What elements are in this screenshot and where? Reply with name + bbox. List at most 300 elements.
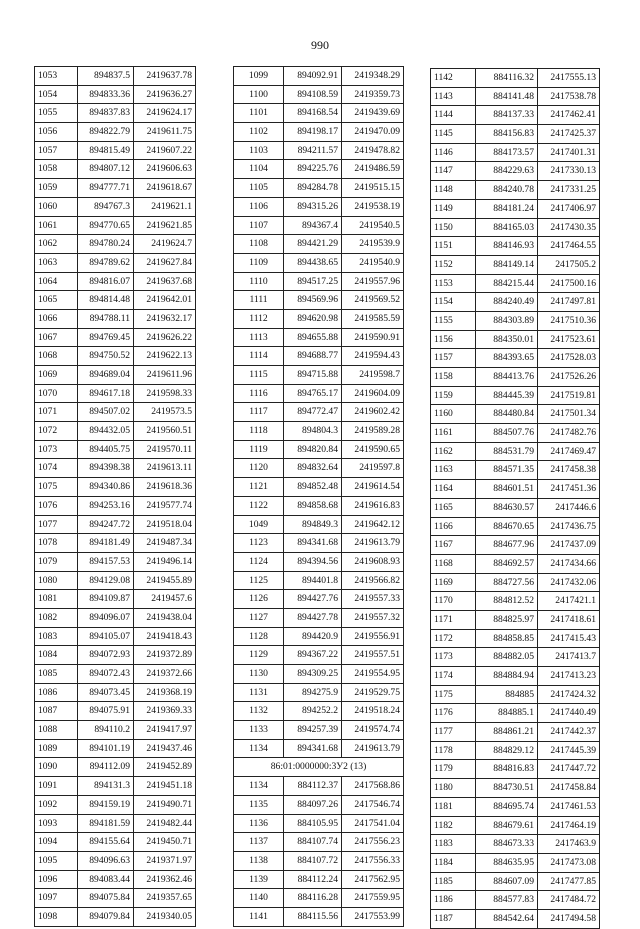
table-row bbox=[35, 309, 196, 328]
table-row bbox=[234, 459, 404, 478]
table-row bbox=[431, 760, 600, 779]
x-coordinate-cell: 894804.3 bbox=[284, 422, 342, 441]
y-coordinate-cell: 2419455.89 bbox=[134, 571, 196, 590]
table-row bbox=[234, 646, 404, 665]
y-coordinate-cell: 2417432.06 bbox=[538, 573, 600, 592]
table-row bbox=[431, 704, 600, 723]
table-row bbox=[431, 181, 600, 200]
x-coordinate-cell: 884445.39 bbox=[476, 386, 538, 405]
point-number-cell: 1093 bbox=[35, 814, 78, 833]
x-coordinate-cell: 894341.68 bbox=[284, 739, 342, 758]
y-coordinate-cell: 2417421.1 bbox=[538, 592, 600, 611]
table-row bbox=[234, 907, 404, 926]
x-coordinate-cell: 884861.21 bbox=[476, 723, 538, 742]
y-coordinate-cell: 2417559.95 bbox=[342, 889, 404, 908]
x-coordinate-cell: 894767.3 bbox=[78, 197, 134, 216]
y-coordinate-cell: 2419614.54 bbox=[342, 478, 404, 497]
table-row bbox=[234, 197, 404, 216]
y-coordinate-cell: 2419590.65 bbox=[342, 440, 404, 459]
coordinates-table-left bbox=[34, 66, 196, 927]
point-number-cell: 1100 bbox=[234, 85, 284, 104]
point-number-cell: 1173 bbox=[431, 648, 476, 667]
x-coordinate-cell: 884240.78 bbox=[476, 181, 538, 200]
x-coordinate-cell: 884695.74 bbox=[476, 797, 538, 816]
table-row bbox=[431, 685, 600, 704]
y-coordinate-cell: 2419613.11 bbox=[134, 459, 196, 478]
y-coordinate-cell: 2419616.83 bbox=[342, 496, 404, 515]
point-number-cell: 1151 bbox=[431, 237, 476, 256]
x-coordinate-cell: 894284.78 bbox=[284, 179, 342, 198]
point-number-cell: 1152 bbox=[431, 255, 476, 274]
table-row bbox=[234, 534, 404, 553]
point-number-cell: 1138 bbox=[234, 851, 284, 870]
y-coordinate-cell: 2419486.59 bbox=[342, 160, 404, 179]
table-row bbox=[35, 571, 196, 590]
table-row bbox=[234, 758, 404, 777]
point-number-cell: 1090 bbox=[35, 758, 78, 777]
table-row bbox=[35, 160, 196, 179]
y-coordinate-cell: 2419557.51 bbox=[342, 646, 404, 665]
table-row bbox=[431, 909, 600, 928]
x-coordinate-cell: 884677.96 bbox=[476, 536, 538, 555]
y-coordinate-cell: 2419369.33 bbox=[134, 702, 196, 721]
y-coordinate-cell: 2419590.91 bbox=[342, 328, 404, 347]
y-coordinate-cell: 2417413.23 bbox=[538, 667, 600, 686]
table-row bbox=[35, 422, 196, 441]
x-coordinate-cell: 894849.3 bbox=[284, 515, 342, 534]
x-coordinate-cell: 894367.22 bbox=[284, 646, 342, 665]
y-coordinate-cell: 2419589.28 bbox=[342, 422, 404, 441]
y-coordinate-cell: 2419556.91 bbox=[342, 627, 404, 646]
table-row bbox=[234, 123, 404, 142]
y-coordinate-cell: 2419626.22 bbox=[134, 328, 196, 347]
point-number-cell: 1172 bbox=[431, 629, 476, 648]
y-coordinate-cell: 2419418.43 bbox=[134, 627, 196, 646]
point-number-cell: 1059 bbox=[35, 179, 78, 198]
x-coordinate-cell: 894341.68 bbox=[284, 534, 342, 553]
point-number-cell: 1087 bbox=[35, 702, 78, 721]
y-coordinate-cell: 2419598.7 bbox=[342, 366, 404, 385]
point-number-cell: 1180 bbox=[431, 779, 476, 798]
y-coordinate-cell: 2419557.96 bbox=[342, 272, 404, 291]
x-coordinate-cell: 894777.71 bbox=[78, 179, 134, 198]
x-coordinate-cell: 884146.93 bbox=[476, 237, 538, 256]
point-number-cell: 1132 bbox=[234, 702, 284, 721]
table-row bbox=[35, 253, 196, 272]
table-row bbox=[234, 272, 404, 291]
y-coordinate-cell: 2419357.65 bbox=[134, 889, 196, 908]
point-number-cell: 1159 bbox=[431, 386, 476, 405]
point-number-cell: 1106 bbox=[234, 197, 284, 216]
y-coordinate-cell: 2419359.73 bbox=[342, 85, 404, 104]
point-number-cell: 1119 bbox=[234, 440, 284, 459]
x-coordinate-cell: 894750.52 bbox=[78, 347, 134, 366]
table-row bbox=[431, 330, 600, 349]
y-coordinate-cell: 2419538.19 bbox=[342, 197, 404, 216]
point-number-cell: 1130 bbox=[234, 665, 284, 684]
table-row bbox=[431, 386, 600, 405]
point-number-cell: 1073 bbox=[35, 440, 78, 459]
y-coordinate-cell: 2419637.68 bbox=[134, 272, 196, 291]
table-row bbox=[431, 274, 600, 293]
point-number-cell: 1168 bbox=[431, 554, 476, 573]
table-row bbox=[35, 216, 196, 235]
table-row bbox=[431, 536, 600, 555]
y-coordinate-cell: 2419632.17 bbox=[134, 309, 196, 328]
x-coordinate-cell: 884097.26 bbox=[284, 795, 342, 814]
y-coordinate-cell: 2419515.15 bbox=[342, 179, 404, 198]
table-row bbox=[35, 590, 196, 609]
point-number-cell: 1095 bbox=[35, 851, 78, 870]
point-number-cell: 1131 bbox=[234, 683, 284, 702]
y-coordinate-cell: 2419585.59 bbox=[342, 309, 404, 328]
table-row bbox=[234, 814, 404, 833]
y-coordinate-cell: 2419417.97 bbox=[134, 721, 196, 740]
y-coordinate-cell: 2419608.93 bbox=[342, 552, 404, 571]
y-coordinate-cell: 2417451.36 bbox=[538, 480, 600, 499]
point-number-cell: 1112 bbox=[234, 309, 284, 328]
x-coordinate-cell: 884240.49 bbox=[476, 293, 538, 312]
y-coordinate-cell: 2419574.74 bbox=[342, 721, 404, 740]
table-row bbox=[431, 872, 600, 891]
y-coordinate-cell: 2417418.61 bbox=[538, 610, 600, 629]
y-coordinate-cell: 2417500.16 bbox=[538, 274, 600, 293]
x-coordinate-cell: 894832.64 bbox=[284, 459, 342, 478]
table-row bbox=[234, 590, 404, 609]
y-coordinate-cell: 2417528.03 bbox=[538, 349, 600, 368]
x-coordinate-cell: 884350.01 bbox=[476, 330, 538, 349]
table-row bbox=[35, 814, 196, 833]
point-number-cell: 1091 bbox=[35, 777, 78, 796]
point-number-cell: 1179 bbox=[431, 760, 476, 779]
table-row bbox=[431, 442, 600, 461]
point-number-cell: 1129 bbox=[234, 646, 284, 665]
y-coordinate-cell: 2417553.99 bbox=[342, 907, 404, 926]
y-coordinate-cell: 2417445.39 bbox=[538, 741, 600, 760]
x-coordinate-cell: 884601.51 bbox=[476, 480, 538, 499]
table-row bbox=[431, 648, 600, 667]
y-coordinate-cell: 2417434.66 bbox=[538, 554, 600, 573]
point-number-cell: 1153 bbox=[431, 274, 476, 293]
table-row bbox=[234, 683, 404, 702]
x-coordinate-cell: 884116.32 bbox=[476, 69, 538, 88]
point-number-cell: 1072 bbox=[35, 422, 78, 441]
y-coordinate-cell: 2419368.19 bbox=[134, 683, 196, 702]
point-number-cell: 1120 bbox=[234, 459, 284, 478]
point-number-cell: 1137 bbox=[234, 833, 284, 852]
y-coordinate-cell: 2419554.95 bbox=[342, 665, 404, 684]
point-number-cell: 1082 bbox=[35, 608, 78, 627]
y-coordinate-cell: 2417401.31 bbox=[538, 143, 600, 162]
y-coordinate-cell: 2417497.81 bbox=[538, 293, 600, 312]
point-number-cell: 1105 bbox=[234, 179, 284, 198]
y-coordinate-cell: 2419557.32 bbox=[342, 608, 404, 627]
y-coordinate-cell: 2417425.37 bbox=[538, 125, 600, 144]
x-coordinate-cell: 894309.25 bbox=[284, 665, 342, 684]
table-row bbox=[35, 123, 196, 142]
point-number-cell: 1094 bbox=[35, 833, 78, 852]
point-number-cell: 1110 bbox=[234, 272, 284, 291]
x-coordinate-cell: 894816.07 bbox=[78, 272, 134, 291]
point-number-cell: 1098 bbox=[35, 907, 78, 926]
table-row bbox=[431, 87, 600, 106]
point-number-cell: 1101 bbox=[234, 104, 284, 123]
point-number-cell: 1134 bbox=[234, 777, 284, 796]
table-row bbox=[431, 835, 600, 854]
table-row bbox=[35, 85, 196, 104]
table-row bbox=[35, 683, 196, 702]
point-number-cell: 1150 bbox=[431, 218, 476, 237]
table-row bbox=[35, 141, 196, 160]
point-number-cell: 1071 bbox=[35, 403, 78, 422]
table-row bbox=[35, 478, 196, 497]
y-coordinate-cell: 2419470.09 bbox=[342, 123, 404, 142]
y-coordinate-cell: 2419518.04 bbox=[134, 515, 196, 534]
x-coordinate-cell: 884577.83 bbox=[476, 891, 538, 910]
table-row bbox=[234, 384, 404, 403]
table-row bbox=[431, 368, 600, 387]
point-number-cell: 1178 bbox=[431, 741, 476, 760]
x-coordinate-cell: 894159.19 bbox=[78, 795, 134, 814]
x-coordinate-cell: 884673.33 bbox=[476, 835, 538, 854]
x-coordinate-cell: 894780.24 bbox=[78, 235, 134, 254]
y-coordinate-cell: 2419597.8 bbox=[342, 459, 404, 478]
x-coordinate-cell: 884215.44 bbox=[476, 274, 538, 293]
table-row bbox=[431, 797, 600, 816]
x-coordinate-cell: 894398.38 bbox=[78, 459, 134, 478]
x-coordinate-cell: 894198.17 bbox=[284, 123, 342, 142]
point-number-cell: 1144 bbox=[431, 106, 476, 125]
table-row bbox=[431, 816, 600, 835]
x-coordinate-cell: 894421.29 bbox=[284, 235, 342, 254]
x-coordinate-cell: 884116.28 bbox=[284, 889, 342, 908]
table-row bbox=[234, 702, 404, 721]
y-coordinate-cell: 2419611.75 bbox=[134, 123, 196, 142]
table-row bbox=[431, 610, 600, 629]
table-row bbox=[234, 366, 404, 385]
table-row bbox=[35, 608, 196, 627]
point-number-cell: 1065 bbox=[35, 291, 78, 310]
table-row bbox=[431, 69, 600, 88]
y-coordinate-cell: 2417436.75 bbox=[538, 517, 600, 536]
y-coordinate-cell: 2417424.32 bbox=[538, 685, 600, 704]
y-coordinate-cell: 2419557.33 bbox=[342, 590, 404, 609]
table-row bbox=[234, 870, 404, 889]
x-coordinate-cell: 894075.84 bbox=[78, 889, 134, 908]
point-number-cell: 1134 bbox=[234, 739, 284, 758]
point-number-cell: 1083 bbox=[35, 627, 78, 646]
table-row bbox=[431, 853, 600, 872]
point-number-cell: 1135 bbox=[234, 795, 284, 814]
x-coordinate-cell: 884115.56 bbox=[284, 907, 342, 926]
table-row bbox=[234, 253, 404, 272]
point-number-cell: 1061 bbox=[35, 216, 78, 235]
table-row bbox=[234, 85, 404, 104]
table-row bbox=[431, 498, 600, 517]
table-row bbox=[431, 311, 600, 330]
page-number: 990 bbox=[311, 38, 329, 52]
x-coordinate-cell: 884571.35 bbox=[476, 461, 538, 480]
point-number-cell: 1146 bbox=[431, 143, 476, 162]
y-coordinate-cell: 2419348.29 bbox=[342, 67, 404, 86]
x-coordinate-cell: 894427.76 bbox=[284, 590, 342, 609]
point-number-cell: 1155 bbox=[431, 311, 476, 330]
table-row bbox=[431, 554, 600, 573]
table-row bbox=[234, 179, 404, 198]
point-number-cell: 1078 bbox=[35, 534, 78, 553]
point-number-cell: 1060 bbox=[35, 197, 78, 216]
table-row bbox=[431, 741, 600, 760]
x-coordinate-cell: 884630.57 bbox=[476, 498, 538, 517]
y-coordinate-cell: 2419573.5 bbox=[134, 403, 196, 422]
point-number-cell: 1174 bbox=[431, 667, 476, 686]
point-number-cell: 1064 bbox=[35, 272, 78, 291]
point-number-cell: 1182 bbox=[431, 816, 476, 835]
y-coordinate-cell: 2419450.71 bbox=[134, 833, 196, 852]
x-coordinate-cell: 884156.83 bbox=[476, 125, 538, 144]
point-number-cell: 1104 bbox=[234, 160, 284, 179]
point-number-cell: 1187 bbox=[431, 909, 476, 928]
x-coordinate-cell: 884607.09 bbox=[476, 872, 538, 891]
section-header-cell: 86:01:0000000:3У2 (13) bbox=[234, 758, 404, 777]
x-coordinate-cell: 894405.75 bbox=[78, 440, 134, 459]
x-coordinate-cell: 884816.83 bbox=[476, 760, 538, 779]
x-coordinate-cell: 884173.57 bbox=[476, 143, 538, 162]
x-coordinate-cell: 894788.11 bbox=[78, 309, 134, 328]
point-number-cell: 1099 bbox=[234, 67, 284, 86]
x-coordinate-cell: 894108.59 bbox=[284, 85, 342, 104]
x-coordinate-cell: 884825.97 bbox=[476, 610, 538, 629]
table-row bbox=[431, 349, 600, 368]
point-number-cell: 1127 bbox=[234, 608, 284, 627]
y-coordinate-cell: 2417538.78 bbox=[538, 87, 600, 106]
table-row bbox=[35, 665, 196, 684]
y-coordinate-cell: 2419490.71 bbox=[134, 795, 196, 814]
x-coordinate-cell: 894079.84 bbox=[78, 907, 134, 926]
table-row bbox=[431, 143, 600, 162]
x-coordinate-cell: 894765.17 bbox=[284, 384, 342, 403]
table-row bbox=[35, 67, 196, 86]
point-number-cell: 1113 bbox=[234, 328, 284, 347]
table-row bbox=[35, 870, 196, 889]
table-row bbox=[234, 235, 404, 254]
table-row bbox=[234, 627, 404, 646]
y-coordinate-cell: 2417331.25 bbox=[538, 181, 600, 200]
table-row bbox=[35, 459, 196, 478]
y-coordinate-cell: 2419496.14 bbox=[134, 552, 196, 571]
table-row bbox=[234, 347, 404, 366]
point-number-cell: 1089 bbox=[35, 739, 78, 758]
x-coordinate-cell: 894620.98 bbox=[284, 309, 342, 328]
y-coordinate-cell: 2417458.84 bbox=[538, 779, 600, 798]
table-row bbox=[35, 384, 196, 403]
table-row bbox=[35, 777, 196, 796]
point-number-cell: 1139 bbox=[234, 870, 284, 889]
x-coordinate-cell: 884141.48 bbox=[476, 87, 538, 106]
point-number-cell: 1136 bbox=[234, 814, 284, 833]
point-number-cell: 1177 bbox=[431, 723, 476, 742]
point-number-cell: 1121 bbox=[234, 478, 284, 497]
x-coordinate-cell: 894253.16 bbox=[78, 496, 134, 515]
point-number-cell: 1142 bbox=[431, 69, 476, 88]
table-row bbox=[35, 366, 196, 385]
y-coordinate-cell: 2417469.47 bbox=[538, 442, 600, 461]
point-number-cell: 1164 bbox=[431, 480, 476, 499]
x-coordinate-cell: 894129.08 bbox=[78, 571, 134, 590]
table-row bbox=[431, 106, 600, 125]
point-number-cell: 1117 bbox=[234, 403, 284, 422]
x-coordinate-cell: 894252.2 bbox=[284, 702, 342, 721]
table-row bbox=[35, 403, 196, 422]
point-number-cell: 1109 bbox=[234, 253, 284, 272]
x-coordinate-cell: 894789.62 bbox=[78, 253, 134, 272]
x-coordinate-cell: 894715.88 bbox=[284, 366, 342, 385]
point-number-cell: 1122 bbox=[234, 496, 284, 515]
table-row bbox=[35, 702, 196, 721]
y-coordinate-cell: 2419438.04 bbox=[134, 608, 196, 627]
x-coordinate-cell: 894617.18 bbox=[78, 384, 134, 403]
x-coordinate-cell: 894769.45 bbox=[78, 328, 134, 347]
table-row bbox=[431, 629, 600, 648]
point-number-cell: 1175 bbox=[431, 685, 476, 704]
y-coordinate-cell: 2419604.09 bbox=[342, 384, 404, 403]
point-number-cell: 1170 bbox=[431, 592, 476, 611]
x-coordinate-cell: 894507.02 bbox=[78, 403, 134, 422]
point-number-cell: 1063 bbox=[35, 253, 78, 272]
x-coordinate-cell: 894072.43 bbox=[78, 665, 134, 684]
y-coordinate-cell: 2417556.33 bbox=[342, 851, 404, 870]
table-row bbox=[35, 179, 196, 198]
point-number-cell: 1166 bbox=[431, 517, 476, 536]
x-coordinate-cell: 894814.48 bbox=[78, 291, 134, 310]
y-coordinate-cell: 2419636.27 bbox=[134, 85, 196, 104]
y-coordinate-cell: 2419642.01 bbox=[134, 291, 196, 310]
coordinates-table-right bbox=[430, 68, 600, 929]
point-number-cell: 1102 bbox=[234, 123, 284, 142]
table-row bbox=[431, 480, 600, 499]
point-number-cell: 1141 bbox=[234, 907, 284, 926]
point-number-cell: 1123 bbox=[234, 534, 284, 553]
point-number-cell: 1156 bbox=[431, 330, 476, 349]
table-row bbox=[234, 552, 404, 571]
x-coordinate-cell: 884670.65 bbox=[476, 517, 538, 536]
x-coordinate-cell: 894110.2 bbox=[78, 721, 134, 740]
point-number-cell: 1058 bbox=[35, 160, 78, 179]
x-coordinate-cell: 884829.12 bbox=[476, 741, 538, 760]
y-coordinate-cell: 2417556.23 bbox=[342, 833, 404, 852]
table-row bbox=[35, 291, 196, 310]
y-coordinate-cell: 2419482.44 bbox=[134, 814, 196, 833]
y-coordinate-cell: 2419642.12 bbox=[342, 515, 404, 534]
table-row bbox=[234, 440, 404, 459]
y-coordinate-cell: 2417510.36 bbox=[538, 311, 600, 330]
y-coordinate-cell: 2419618.36 bbox=[134, 478, 196, 497]
y-coordinate-cell: 2417555.13 bbox=[538, 69, 600, 88]
table-row bbox=[234, 777, 404, 796]
x-coordinate-cell: 894247.72 bbox=[78, 515, 134, 534]
y-coordinate-cell: 2419624.17 bbox=[134, 104, 196, 123]
point-number-cell: 1185 bbox=[431, 872, 476, 891]
y-coordinate-cell: 2417442.37 bbox=[538, 723, 600, 742]
table-row bbox=[234, 665, 404, 684]
table-row bbox=[35, 739, 196, 758]
x-coordinate-cell: 884882.05 bbox=[476, 648, 538, 667]
table-row bbox=[431, 667, 600, 686]
point-number-cell: 1054 bbox=[35, 85, 78, 104]
y-coordinate-cell: 2419613.79 bbox=[342, 534, 404, 553]
point-number-cell: 1124 bbox=[234, 552, 284, 571]
table-row bbox=[431, 237, 600, 256]
